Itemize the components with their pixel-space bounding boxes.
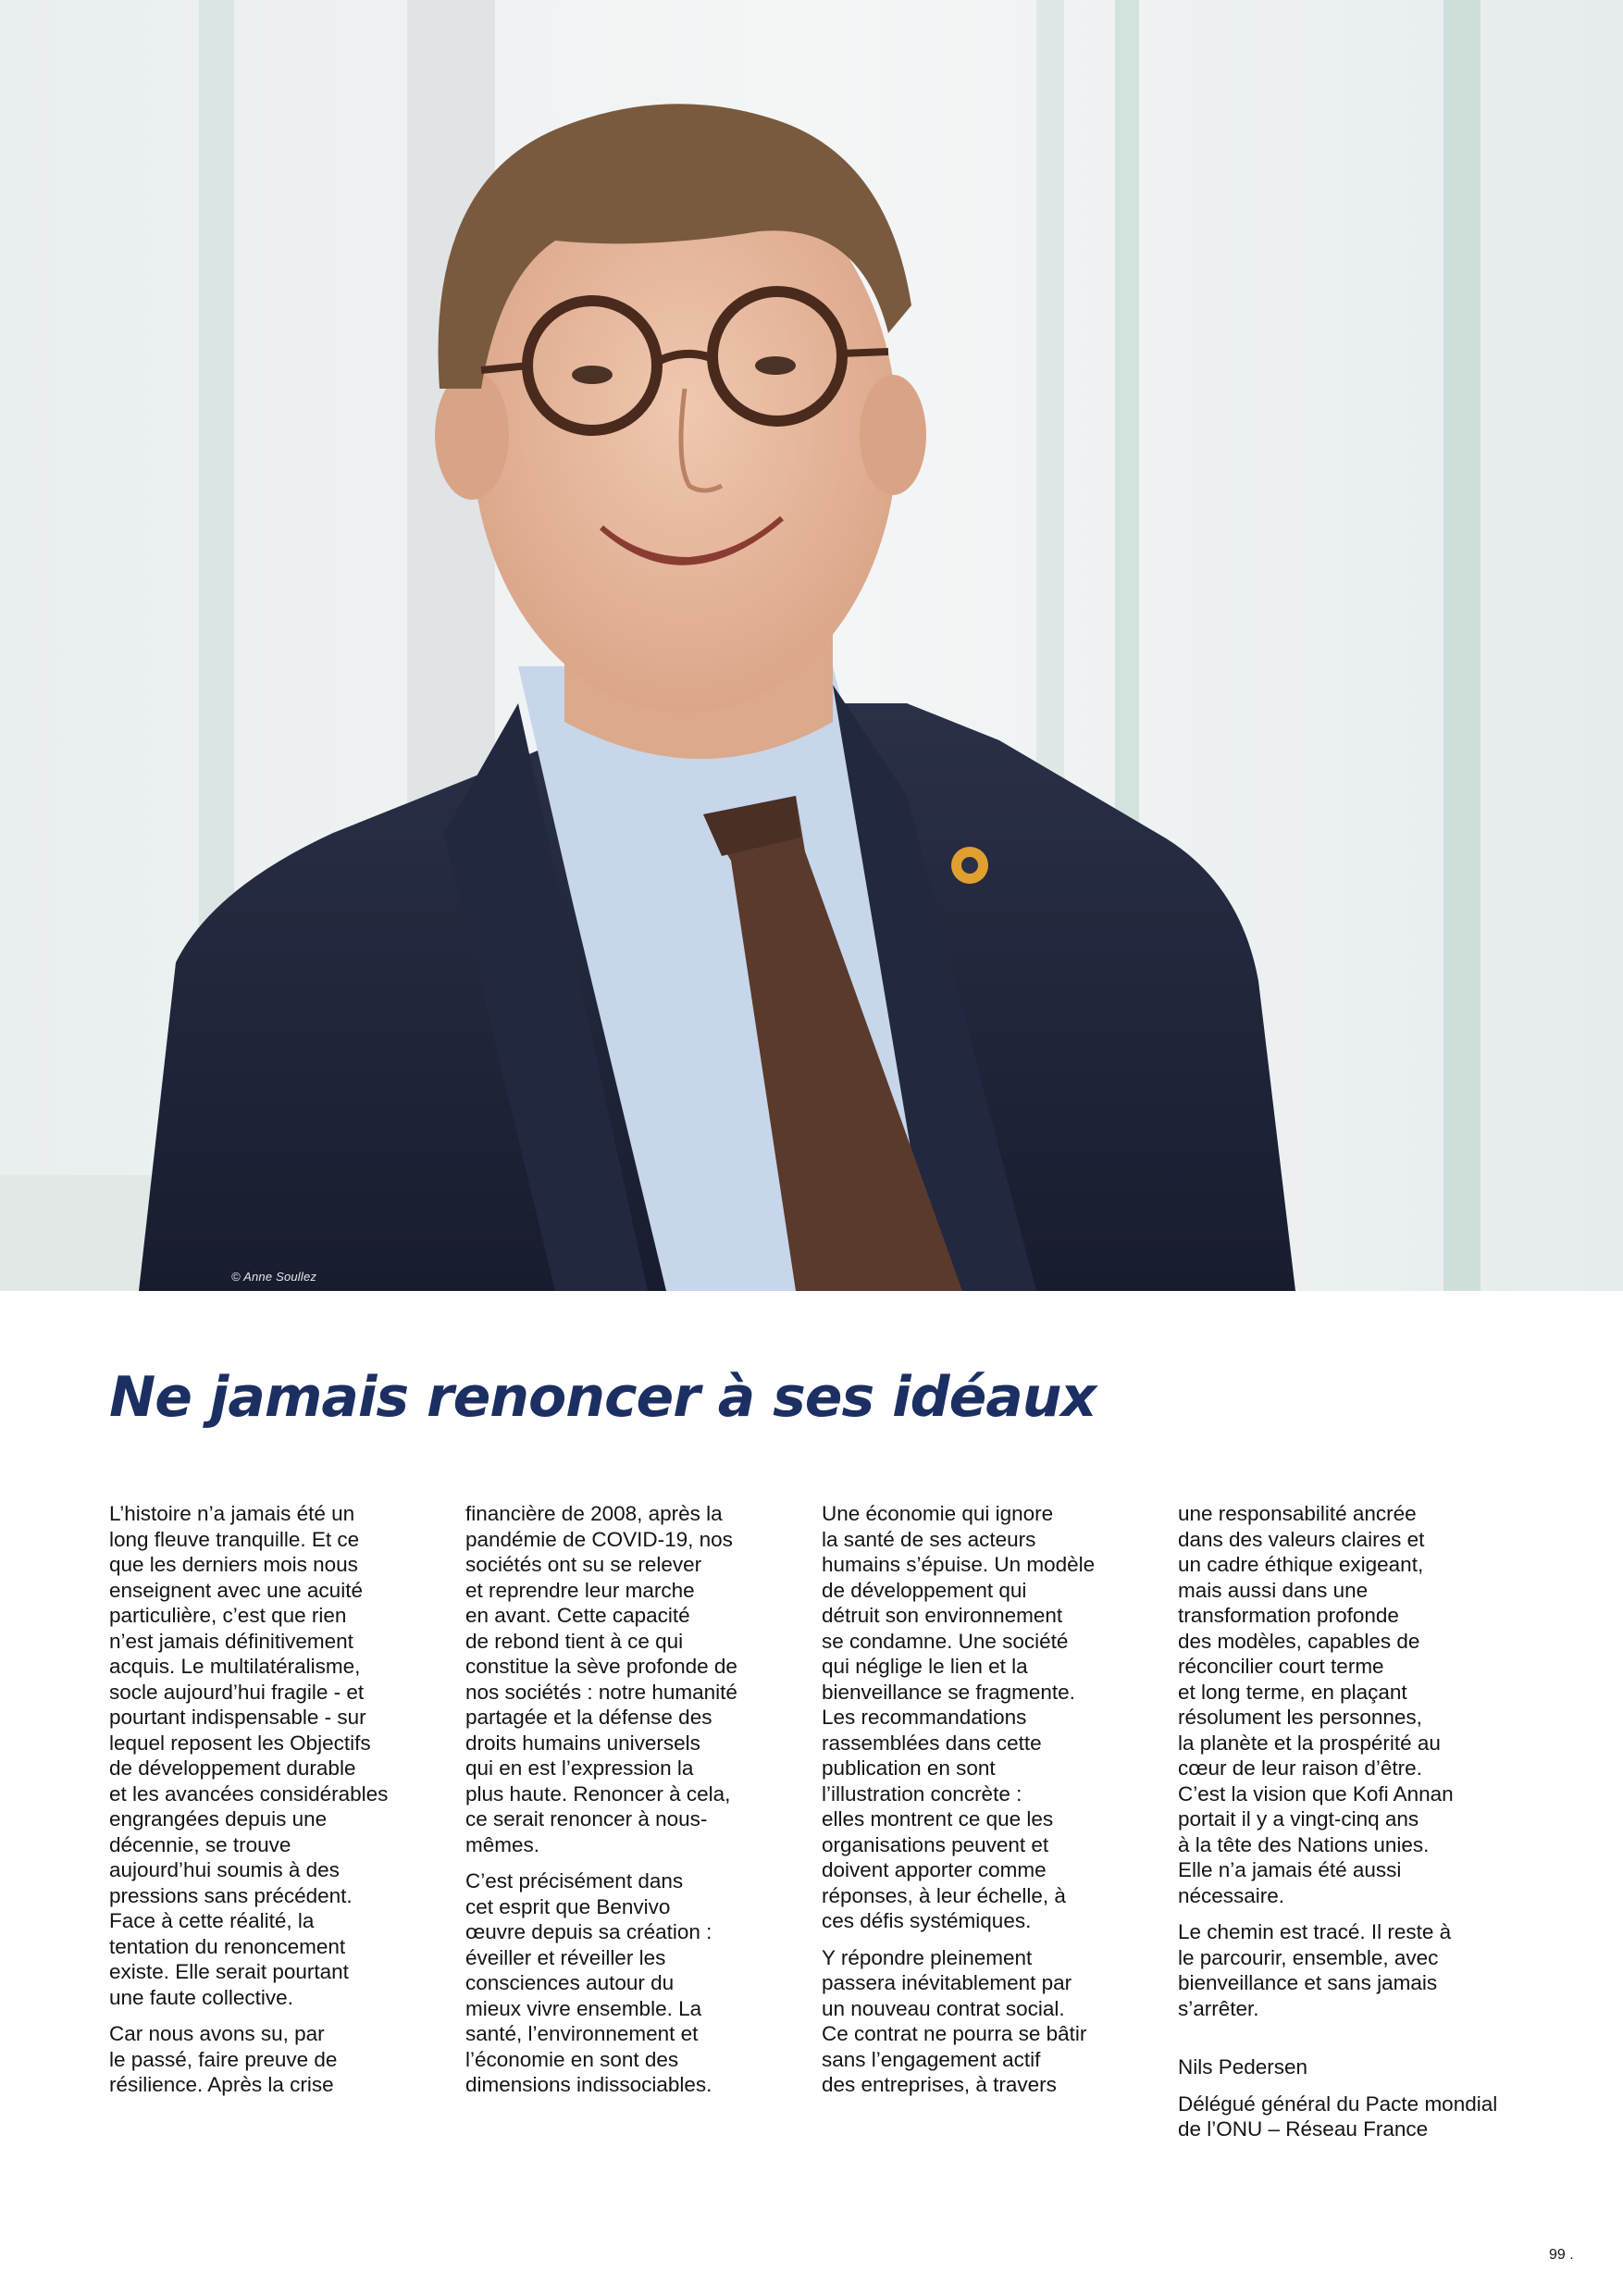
- text-column-1: [109, 1501, 435, 2204]
- signature: [1178, 2054, 1504, 2142]
- text-column-2: [465, 1501, 791, 2204]
- page-number: 99 .: [1549, 2247, 1574, 2263]
- paragraph: C’est précisément dans cet esprit que Benvivo œuvre depuis sa création : éveiller et réveiller les consciences autour du mieux vivre ensemble. La santé, l’environnement et l’économie en sont des dimensions indissociables.: [465, 1869, 712, 2096]
- paragraph: Une économie qui ignore la santé de ses acteurs humains s’épuise. Un modèle de développement qui détruit son environnement se condamne. Une société qui néglige le lien et la bienveillance se fragmente. Les recommandations rassemblées dans cette publication en sont l’illustration concrète : elles montrent ce que les organisations peuvent et doivent apporter comme réponses, à leur échelle, à ces défis systémiques.: [822, 1502, 1096, 1932]
- author-role: Délégué général du Pacte mondial de l’ONU – Réseau France: [1178, 2091, 1498, 2141]
- paragraph: L’histoire n’a jamais été un long fleuve tranquille. Et ce que les derniers mois nous enseignent avec une acuité particulière, c’est que rien n’est jamais définitivement acquis. Le multilatéralisme, socle aujourd’hui fragile - et pourtant indispensable - sur lequel reposent les Objectifs de développement durable et les avancées considérables engrangées depuis une décennie, se trouve aujourd’hui soumis à des pressions sans précédent. Face à cette réalité, la tentation du renoncement existe. Elle serait pourtant une faute collective.: [109, 1502, 389, 2009]
- article-title: Ne jamais renoncer à ses idéaux: [109, 1365, 1096, 1430]
- article-body: [109, 1501, 1516, 2204]
- paragraph: Y répondre pleinement passera inévitablement par un nouveau contrat social. Ce contrat ne pourra se bâtir sans l’engagement actif des entreprises, à travers: [822, 1945, 1087, 2096]
- paragraph: Le chemin est tracé. Il reste à le parcourir, ensemble, avec bienveillance et sans jamais s’arrêter.: [1178, 1920, 1452, 2020]
- author-name: Nils Pedersen: [1178, 2055, 1308, 2079]
- text-column-3: [822, 1501, 1147, 2204]
- photo-credit: © Anne Soullez: [231, 1270, 317, 1284]
- paragraph: Car nous avons su, par le passé, faire preuve de résilience. Après la crise: [109, 2022, 338, 2096]
- paragraph: une responsabilité ancrée dans des valeurs claires et un cadre éthique exigeant, mais aussi dans une transformation profonde des modèles, capables de réconcilier court terme et long terme, en plaçant résolument les personnes, la planète et la prospérité au cœur de leur raison d’être. C’est la vision que Kofi Annan portait il y a vingt-cinq ans à la tête des Nations unies. Elle n’a jamais été aussi nécessaire.: [1178, 1502, 1454, 1907]
- paragraph: financière de 2008, après la pandémie de COVID-19, nos sociétés ont su se relever et reprendre leur marche en avant. Cette capacité de rebond tient à ce qui constitue la sève profonde de nos sociétés : notre humanité partagée et la défense des droits humains universels qui en est l’expression la plus haute. Renoncer à cela, ce serait renoncer à nous- mêmes.: [465, 1502, 737, 1856]
- text-column-4: [1178, 1501, 1504, 2204]
